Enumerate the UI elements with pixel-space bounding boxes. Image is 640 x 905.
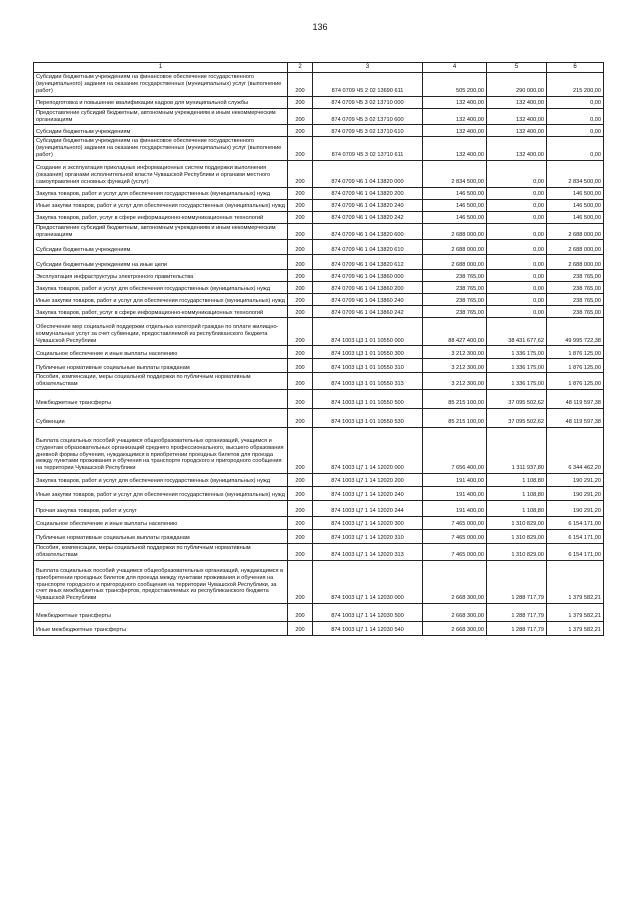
row-value-5: 0,00	[487, 294, 547, 306]
row-value-6: 0,00	[547, 96, 604, 108]
row-value-5: 1 310 829,00	[487, 544, 547, 561]
row-col2: 200	[288, 306, 313, 318]
row-value-4: 7 465 000,00	[423, 544, 487, 561]
row-code: 874 1003 Ц3 1 01 10550 500	[313, 390, 423, 409]
table-row	[34, 199, 604, 211]
row-value-5: 1 288 717,79	[487, 604, 547, 622]
row-name: Иные закупки товаров, работ и услуг для обеспечения государственных (муниципальных) нужд	[34, 294, 288, 306]
row-value-6: 1 876 125,00	[547, 346, 604, 359]
row-value-4: 7 465 000,00	[423, 530, 487, 544]
row-value-5: 1 311 937,80	[487, 428, 547, 474]
row-col2: 200	[288, 282, 313, 294]
row-value-4: 132 400,00	[423, 137, 487, 160]
row-code: 874 0709 Ч5 3 02 13710 611	[313, 137, 423, 160]
row-value-5: 38 431 677,62	[487, 318, 547, 346]
row-col2: 200	[288, 346, 313, 359]
row-value-6: 0,00	[547, 137, 604, 160]
table-row	[34, 160, 604, 187]
row-value-4: 3 212 300,00	[423, 373, 487, 390]
row-value-4: 191 400,00	[423, 501, 487, 517]
row-name: Закупка товаров, работ и услуг для обеспечения государственных (муниципальных) нужд	[34, 187, 288, 199]
row-name: Публичные нормативные социальные выплаты гражданам	[34, 359, 288, 373]
row-value-5: 37 095 502,62	[487, 390, 547, 409]
row-value-6: 190 291,20	[547, 487, 604, 501]
row-col2: 200	[288, 318, 313, 346]
row-value-5: 1 336 175,00	[487, 346, 547, 359]
row-value-6: 2 688 000,00	[547, 240, 604, 255]
row-name: Закупка товаров, работ и услуг для обеспечения государственных (муниципальных) нужд	[34, 282, 288, 294]
row-value-6: 6 344 462,20	[547, 428, 604, 474]
row-value-4: 238 765,00	[423, 306, 487, 318]
row-name: Эксплуатация инфраструктуры электронного правительства	[34, 270, 288, 282]
row-value-5: 1 336 175,00	[487, 373, 547, 390]
row-value-4: 2 834 500,00	[423, 160, 487, 187]
row-value-6: 238 765,00	[547, 306, 604, 318]
row-code: 874 1003 Ц7 1 14 12020 313	[313, 544, 423, 561]
table-row	[34, 270, 604, 282]
row-name: Иные межбюджетные трансферты	[34, 622, 288, 636]
row-value-5: 1 336 175,00	[487, 359, 547, 373]
row-name: Закупка товаров, работ, услуг в сфере информационно-коммуникационных технологий	[34, 306, 288, 318]
row-value-6: 190 291,20	[547, 474, 604, 487]
table-row	[34, 187, 604, 199]
row-value-6: 0,00	[547, 108, 604, 125]
row-value-6: 6 154 171,00	[547, 530, 604, 544]
row-code: 874 0709 Ч6 1 04 13820 600	[313, 223, 423, 240]
row-name: Субсидии бюджетным учреждениям на финансовое обеспечение государственного (муниципального) задания на оказание государственных (муниципальных) услуг (выполнение работ)	[34, 137, 288, 160]
row-value-5: 132 400,00	[487, 125, 547, 137]
row-value-4: 132 400,00	[423, 96, 487, 108]
row-value-4: 191 400,00	[423, 474, 487, 487]
row-value-6: 190 291,20	[547, 501, 604, 517]
row-name: Предоставление субсидий бюджетным, автономным учреждениям и иным некоммерческим организациям	[34, 223, 288, 240]
row-name: Субсидии бюджетным учреждениям	[34, 240, 288, 255]
row-col2: 200	[288, 474, 313, 487]
row-value-4: 3 212 300,00	[423, 346, 487, 359]
row-name: Публичные нормативные социальные выплаты гражданам	[34, 530, 288, 544]
header-cell: 4	[423, 63, 487, 73]
row-value-5: 0,00	[487, 211, 547, 223]
row-name: Создание и эксплуатация прикладных информационных систем поддержки выполнения (оказания) органами исполнительной власти Чувашской Республики и органами местного самоуправления основных функций (услуг)	[34, 160, 288, 187]
row-value-5: 1 108,80	[487, 474, 547, 487]
row-col2: 200	[288, 622, 313, 636]
row-value-6: 6 154 171,00	[547, 517, 604, 530]
row-name: Субсидии бюджетным учреждениям на иные цели	[34, 255, 288, 270]
row-col2: 200	[288, 359, 313, 373]
table-row	[34, 240, 604, 255]
table-row	[34, 255, 604, 270]
row-value-5: 290 000,00	[487, 73, 547, 96]
row-name: Прочая закупка товаров, работ и услуг	[34, 501, 288, 517]
table-row	[34, 223, 604, 240]
row-code: 874 1003 Ц3 1 01 10550 000	[313, 318, 423, 346]
row-name: Социальное обеспечение и иные выплаты населению	[34, 346, 288, 359]
row-name: Пособия, компенсации, меры социальной поддержки по публичным нормативным обязательствам	[34, 544, 288, 561]
row-value-5: 1 310 829,00	[487, 530, 547, 544]
row-code: 874 0709 Ч5 2 02 13690 611	[313, 73, 423, 96]
row-value-4: 238 765,00	[423, 282, 487, 294]
row-name: Субсидии бюджетным учреждениям на финансовое обеспечение государственного (муниципального) задания на оказание государственных (муниципальных) услуг (выполнение работ)	[34, 73, 288, 96]
row-col2: 200	[288, 211, 313, 223]
header-cell: 6	[547, 63, 604, 73]
row-value-4: 238 765,00	[423, 270, 487, 282]
budget-table	[33, 62, 604, 636]
row-value-4: 238 765,00	[423, 294, 487, 306]
row-name: Пособия, компенсации, меры социальной поддержки по публичным нормативным обязательствам	[34, 373, 288, 390]
row-col2: 200	[288, 561, 313, 604]
table-row	[34, 544, 604, 561]
table-row	[34, 373, 604, 390]
row-code: 874 1003 Ц7 1 14 12020 244	[313, 501, 423, 517]
table-row	[34, 306, 604, 318]
header-cell: 1	[34, 63, 288, 73]
row-col2: 200	[288, 137, 313, 160]
row-name: Закупка товаров, работ и услуг для обеспечения государственных (муниципальных) нужд	[34, 474, 288, 487]
row-code: 874 1003 Ц7 1 14 12030 540	[313, 622, 423, 636]
table-row	[34, 604, 604, 622]
table-row	[34, 474, 604, 487]
table-row	[34, 125, 604, 137]
row-col2: 200	[288, 125, 313, 137]
row-value-6: 2 688 000,00	[547, 223, 604, 240]
row-code: 874 0709 Ч5 3 02 13710 610	[313, 125, 423, 137]
table-row	[34, 318, 604, 346]
page-number: 136	[312, 22, 328, 32]
header-cell: 3	[313, 63, 423, 73]
row-value-6: 146 500,00	[547, 199, 604, 211]
row-value-6: 1 379 582,21	[547, 604, 604, 622]
row-code: 874 0709 Ч6 1 04 13860 000	[313, 270, 423, 282]
row-name: Межбюджетные трансферты	[34, 604, 288, 622]
table-row	[34, 137, 604, 160]
row-value-6: 6 154 171,00	[547, 544, 604, 561]
row-col2: 200	[288, 390, 313, 409]
row-value-5: 132 400,00	[487, 108, 547, 125]
row-value-4: 3 212 300,00	[423, 359, 487, 373]
row-value-4: 85 215 100,00	[423, 390, 487, 409]
row-name: Закупка товаров, работ, услуг в сфере информационно-коммуникационных технологий	[34, 211, 288, 223]
table-row	[34, 428, 604, 474]
table-row	[34, 73, 604, 96]
row-name: Переподготовка и повышение квалификации кадров для муниципальной службы	[34, 96, 288, 108]
row-value-4: 88 427 400,00	[423, 318, 487, 346]
header-cell: 2	[288, 63, 313, 73]
row-value-5: 0,00	[487, 282, 547, 294]
row-value-5: 1 108,80	[487, 487, 547, 501]
row-value-5: 0,00	[487, 240, 547, 255]
row-value-6: 48 119 597,38	[547, 409, 604, 428]
row-code: 874 1003 Ц3 1 01 10550 530	[313, 409, 423, 428]
row-col2: 200	[288, 517, 313, 530]
row-code: 874 0709 Ч6 1 04 13820 612	[313, 255, 423, 270]
row-value-4: 2 688 000,00	[423, 255, 487, 270]
row-col2: 200	[288, 544, 313, 561]
row-value-4: 505 200,00	[423, 73, 487, 96]
row-value-4: 2 668 300,00	[423, 561, 487, 604]
row-code: 874 1003 Ц7 1 14 12020 000	[313, 428, 423, 474]
row-value-6: 49 995 722,38	[547, 318, 604, 346]
table-row	[34, 390, 604, 409]
row-value-5: 0,00	[487, 255, 547, 270]
row-value-5: 0,00	[487, 199, 547, 211]
table-row	[34, 282, 604, 294]
row-value-5: 0,00	[487, 160, 547, 187]
table-row	[34, 561, 604, 604]
row-code: 874 0709 Ч6 1 04 13860 242	[313, 306, 423, 318]
row-name: Субсидии бюджетным учреждениям	[34, 125, 288, 137]
row-value-4: 2 668 300,00	[423, 622, 487, 636]
row-value-4: 2 668 300,00	[423, 604, 487, 622]
row-code: 874 1003 Ц3 1 01 10550 313	[313, 373, 423, 390]
row-value-4: 146 500,00	[423, 187, 487, 199]
row-value-6: 2 834 500,00	[547, 160, 604, 187]
row-value-5: 1 310 829,00	[487, 517, 547, 530]
row-code: 874 1003 Ц7 1 14 12030 000	[313, 561, 423, 604]
row-col2: 200	[288, 487, 313, 501]
row-name: Выплата социальных пособий учащимся общеобразовательных организаций, учащимся и студентам образовательных организаций среднего профессионального, высшего образования дневной формы обучения, нуждающимся в приобретении проездных билетов для проезда между пунктами проживания и обучения на транспорте городского и пригородного сообщения на территории Чувашской Республики	[34, 428, 288, 474]
table-row	[34, 346, 604, 359]
row-col2: 200	[288, 428, 313, 474]
row-name: Социальное обеспечение и иные выплаты населению	[34, 517, 288, 530]
row-col2: 200	[288, 223, 313, 240]
table-row	[34, 501, 604, 517]
table-row	[34, 622, 604, 636]
row-col2: 200	[288, 255, 313, 270]
row-name: Иные закупки товаров, работ и услуг для обеспечения государственных (муниципальных) нужд	[34, 199, 288, 211]
row-col2: 200	[288, 530, 313, 544]
row-code: 874 1003 Ц7 1 14 12020 310	[313, 530, 423, 544]
table-row	[34, 359, 604, 373]
row-name: Предоставление субсидий бюджетным, автономным учреждениям и иным некоммерческим организациям	[34, 108, 288, 125]
row-value-4: 85 215 100,00	[423, 409, 487, 428]
row-value-4: 146 500,00	[423, 199, 487, 211]
table-row	[34, 530, 604, 544]
row-value-5: 37 095 502,62	[487, 409, 547, 428]
row-value-6: 146 500,00	[547, 187, 604, 199]
row-code: 874 0709 Ч6 1 04 13820 242	[313, 211, 423, 223]
header-row	[34, 63, 604, 73]
row-col2: 200	[288, 160, 313, 187]
table-row	[34, 108, 604, 125]
table-row	[34, 487, 604, 501]
row-value-6: 238 765,00	[547, 294, 604, 306]
row-value-6: 1 379 582,21	[547, 561, 604, 604]
row-value-5: 1 288 717,79	[487, 622, 547, 636]
row-col2: 200	[288, 501, 313, 517]
row-code: 874 1003 Ц3 1 01 10550 310	[313, 359, 423, 373]
row-col2: 200	[288, 409, 313, 428]
row-code: 874 0709 Ч6 1 04 13820 000	[313, 160, 423, 187]
row-code: 874 0709 Ч6 1 04 13860 240	[313, 294, 423, 306]
table-row	[34, 211, 604, 223]
row-code: 874 1003 Ц7 1 14 12020 200	[313, 474, 423, 487]
table-row	[34, 517, 604, 530]
table-row	[34, 409, 604, 428]
row-code: 874 0709 Ч6 1 04 13860 200	[313, 282, 423, 294]
row-col2: 200	[288, 270, 313, 282]
row-value-6: 238 765,00	[547, 282, 604, 294]
row-code: 874 0709 Ч6 1 04 13820 610	[313, 240, 423, 255]
row-name: Субвенции	[34, 409, 288, 428]
row-code: 874 0709 Ч6 1 04 13820 200	[313, 187, 423, 199]
row-name: Обеспечение мер социальной поддержки отдельных категорий граждан по оплате жилищно-коммунальных услуг за счет субвенции, предоставляемой из республиканского бюджета Чувашской Республики	[34, 318, 288, 346]
row-code: 874 0709 Ч5 3 02 13710 600	[313, 108, 423, 125]
row-value-4: 146 500,00	[423, 211, 487, 223]
row-value-5: 132 400,00	[487, 137, 547, 160]
row-code: 874 1003 Ц7 1 14 12030 500	[313, 604, 423, 622]
row-col2: 200	[288, 294, 313, 306]
row-value-6: 48 119 597,38	[547, 390, 604, 409]
table-row	[34, 96, 604, 108]
row-name: Межбюджетные трансферты	[34, 390, 288, 409]
row-name: Выплата социальных пособий учащимся общеобразовательных организаций, нуждающимся в приобретении проездных билетов для проезда между пунктами проживания и обучения на транспорте городского и пригородного сообщения на территории Чувашской Республики, за счет иных межбюджетных трансфертов, предоставляемых из республиканского бюджета Чувашской Республики	[34, 561, 288, 604]
row-col2: 200	[288, 108, 313, 125]
row-code: 874 1003 Ц7 1 14 12020 240	[313, 487, 423, 501]
row-col2: 200	[288, 73, 313, 96]
row-value-4: 132 400,00	[423, 108, 487, 125]
row-value-5: 0,00	[487, 223, 547, 240]
row-value-4: 191 400,00	[423, 487, 487, 501]
row-col2: 200	[288, 199, 313, 211]
row-col2: 200	[288, 240, 313, 255]
row-value-6: 238 765,00	[547, 270, 604, 282]
row-value-6: 1 876 125,00	[547, 373, 604, 390]
row-value-6: 1 876 125,00	[547, 359, 604, 373]
row-value-4: 132 400,00	[423, 125, 487, 137]
row-col2: 200	[288, 604, 313, 622]
row-code: 874 0709 Ч6 1 04 13820 240	[313, 199, 423, 211]
row-value-6: 0,00	[547, 125, 604, 137]
row-col2: 200	[288, 96, 313, 108]
row-col2: 200	[288, 373, 313, 390]
row-code: 874 1003 Ц7 1 14 12020 300	[313, 517, 423, 530]
row-value-6: 215 200,00	[547, 73, 604, 96]
row-value-4: 2 688 000,00	[423, 240, 487, 255]
row-code: 874 0709 Ч5 3 02 13710 000	[313, 96, 423, 108]
row-value-5: 0,00	[487, 270, 547, 282]
row-value-6: 146 500,00	[547, 211, 604, 223]
row-col2: 200	[288, 187, 313, 199]
row-value-5: 1 288 717,79	[487, 561, 547, 604]
row-code: 874 1003 Ц3 1 01 10550 300	[313, 346, 423, 359]
row-value-5: 1 108,80	[487, 501, 547, 517]
row-value-5: 132 400,00	[487, 96, 547, 108]
header-cell: 5	[487, 63, 547, 73]
table-row	[34, 294, 604, 306]
row-value-5: 0,00	[487, 187, 547, 199]
row-value-4: 7 656 400,00	[423, 428, 487, 474]
row-value-4: 7 465 000,00	[423, 517, 487, 530]
row-value-4: 2 688 000,00	[423, 223, 487, 240]
row-name: Иные закупки товаров, работ и услуг для обеспечения государственных (муниципальных) нужд	[34, 487, 288, 501]
row-value-5: 0,00	[487, 306, 547, 318]
row-value-6: 2 688 000,00	[547, 255, 604, 270]
row-value-6: 1 379 582,21	[547, 622, 604, 636]
